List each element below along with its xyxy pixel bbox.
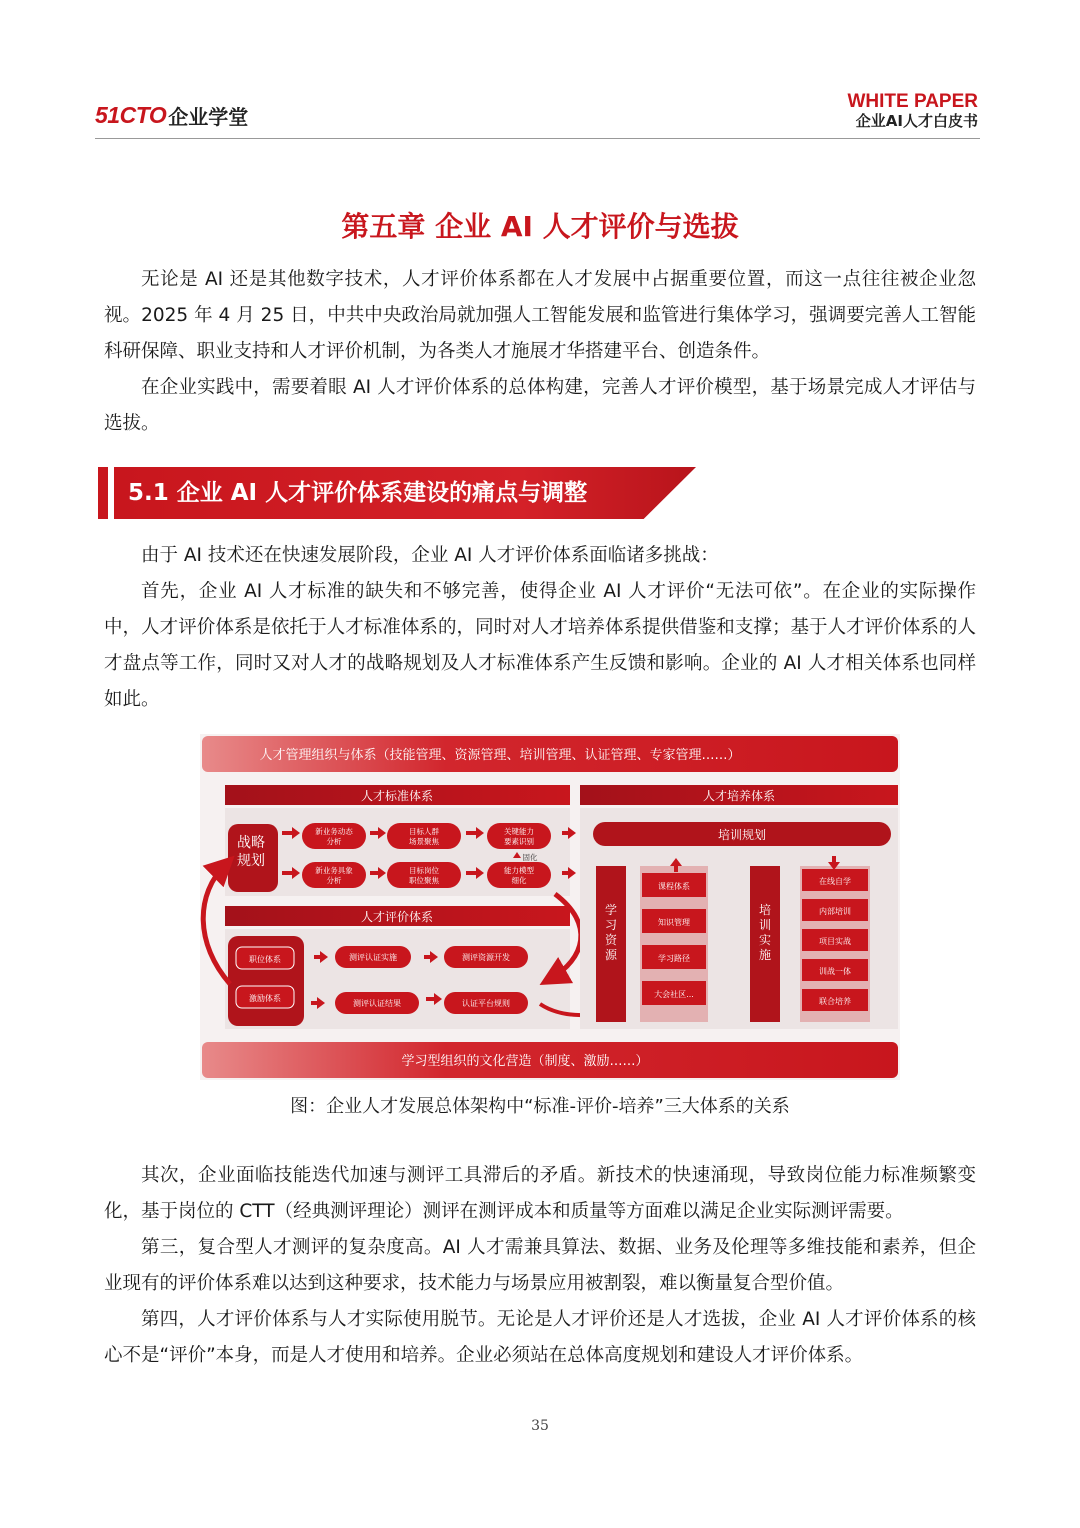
header-divider [95, 138, 980, 139]
learning-resources-label: 学习资源 [604, 903, 618, 962]
logo-number: 51CTO [95, 101, 167, 128]
training-system-title: 人才培养体系 [702, 789, 776, 803]
body-paragraph: 第四，人才评价体系与人才实际使用脱节。无论是人才评价还是人才选拔，企业 AI 人才评价体系的核心不是“评价”本身，而是人才使用和培养。企业必须站在总体高度规划和建设人才评价体系。 [104, 1309, 976, 1366]
chapter-title: 第五章 企业 AI 人才评价与选拔 [341, 210, 739, 243]
talent-architecture-diagram [200, 734, 900, 1080]
resource-item: 知识管理 [658, 918, 690, 927]
eval-left-label: 职位体系 [249, 955, 281, 964]
eval-item-label: 认证平台规则 [462, 999, 510, 1008]
intro-text [104, 262, 976, 442]
figure-caption: 图：企业人才发展总体架构中“标准-评价-培养”三大体系的关系 [290, 1096, 790, 1117]
impl-item: 内部培训 [819, 907, 851, 916]
eval-item-label: 测评资源开发 [462, 953, 510, 962]
impl-list [802, 869, 868, 1011]
white-paper-subtitle: 企业AI人才白皮书 [855, 112, 978, 130]
svg-text:关键能力要素识别: 关键能力要素识别 [504, 827, 534, 846]
section-text [104, 538, 976, 718]
impl-item: 训战一体 [819, 967, 851, 976]
resource-item: 大会社区... [654, 990, 694, 999]
later-text [104, 1158, 976, 1374]
section-title: 5.1 企业 AI 人才评价体系建设的痛点与调整 [128, 480, 588, 506]
white-paper-title: WHITE PAPER [847, 91, 978, 112]
resource-item: 课程体系 [658, 882, 690, 891]
svg-text:目标岗位职位聚焦: 目标岗位职位聚焦 [409, 866, 439, 885]
intro-paragraph: 在企业实践中，需要着眼 AI 人才评价体系的总体构建，完善人才评价模型，基于场景完成人才评估与选拔。 [104, 377, 976, 434]
body-paragraph: 其次，企业面临技能迭代加速与测评工具滞后的矛盾。新技术的快速涌现，导致岗位能力标准频繁变化，基于岗位的 CTT（经典测评理论）测评在测评成本和质量等方面难以满足企业实际测评需要。 [104, 1165, 976, 1222]
svg-text:新业务具象分析: 新业务具象分析 [315, 866, 353, 885]
top-banner-text: 人才管理组织与体系（技能管理、资源管理、培训管理、认证管理、专家管理……） [259, 748, 741, 763]
white-paper-label [847, 92, 978, 131]
eval-left-label: 激励体系 [249, 994, 281, 1003]
brand-logo [95, 100, 248, 130]
training-plan-label: 培训规划 [717, 828, 767, 842]
eval-item-label: 测评认证结果 [353, 999, 401, 1008]
svg-text:能力模型细化: 能力模型细化 [504, 866, 534, 885]
eval-item-label: 测评认证实施 [349, 953, 397, 962]
impl-item: 项目实战 [819, 937, 851, 946]
section-paragraph: 首先，企业 AI 人才标准的缺失和不够完善，使得企业 AI 人才评价“无法可依”。在企业的实际操作中，人才评价体系是依托于人才标准体系的，同时对人才培养体系提供借鉴和支撑；基于人才评价体系的人才盘点等工作，同时又对人才的战略规划及人才标准体系产生反馈和影响。企业的 AI 人才相关体系也同样如此。 [104, 581, 976, 710]
strategy-label: 战略规划 [237, 835, 265, 869]
eval-system-title: 人才评价体系 [360, 910, 434, 924]
standard-row-1 [302, 823, 551, 849]
impl-item: 联合培养 [819, 997, 851, 1006]
intro-paragraph: 无论是 AI 还是其他数字技术，人才评价体系都在人才发展中占据重要位置，而这一点往往被企业忽视。2025 年 4 月 25 日，中共中央政治局就加强人工智能发展和监管进行集体学习，强调要完善人工智能科研保障、职业支持和人才评价机制，为各类人才施展才华搭建平台、创造条件。 [104, 269, 976, 362]
logo-text: 企业学堂 [168, 104, 249, 129]
svg-text:目标人群场景聚焦: 目标人群场景聚焦 [409, 827, 439, 846]
body-paragraph: 第三，复合型人才测评的复杂度高。AI 人才需兼具算法、数据、业务及伦理等多维技能和素养，但企业现有的评价体系难以达到这种要求，技术能力与场景应用被割裂，难以衡量复合型价值。 [104, 1237, 976, 1294]
solidify-label: 固化 [522, 853, 538, 862]
training-impl-label: 培训实施 [758, 903, 772, 962]
section-marker [98, 467, 108, 519]
impl-item: 在线自学 [819, 877, 851, 886]
resource-item: 学习路径 [658, 954, 690, 963]
standard-row-2 [302, 862, 551, 888]
page-number: 35 [531, 1418, 549, 1434]
bottom-banner-text: 学习型组织的文化营造（制度、激励……） [401, 1054, 649, 1069]
svg-text:新业务动态分析: 新业务动态分析 [315, 827, 353, 846]
standard-system-title: 人才标准体系 [360, 789, 434, 803]
section-paragraph: 由于 AI 技术还在快速发展阶段，企业 AI 人才评价体系面临诸多挑战： [141, 545, 719, 566]
